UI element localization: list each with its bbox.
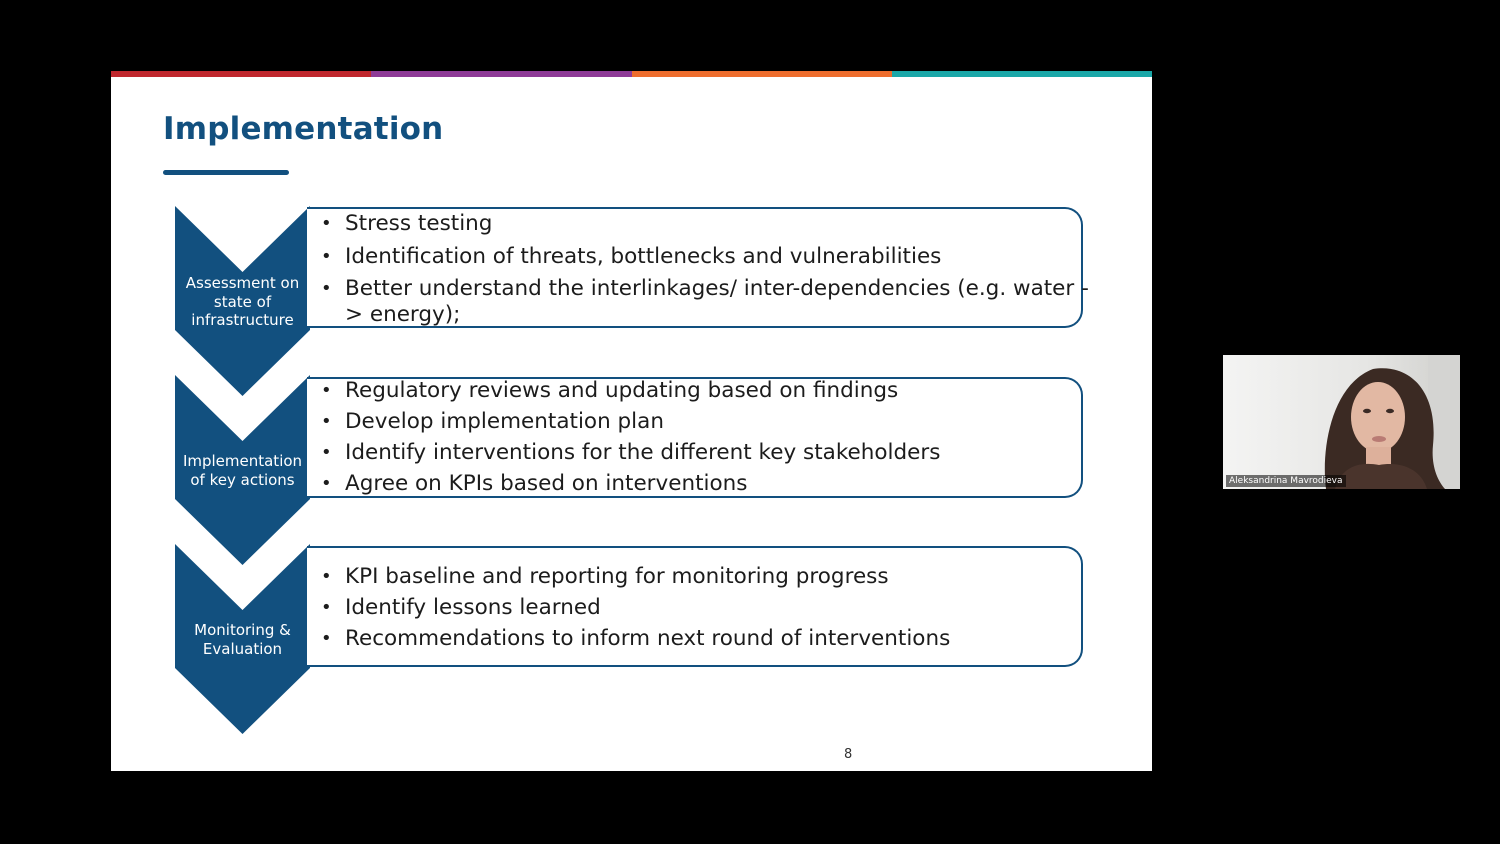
slide-title: Implementation	[163, 111, 444, 147]
phase-2-label	[175, 452, 310, 489]
accent-segment-red	[111, 71, 371, 77]
phase-1-bullets	[321, 208, 1101, 327]
bullet-item: • Identify interventions for the different key stakeholders	[321, 437, 1101, 468]
bullet-continuation: > energy);	[345, 302, 461, 327]
phase-label-line: Monitoring &	[194, 621, 291, 639]
bullet-item: • Better understand the interlinkages/ inter-dependencies (e.g. water -	[321, 274, 1101, 303]
accent-segment-purple	[371, 71, 631, 77]
slide-accent-bar	[111, 71, 1152, 77]
phase-1-label	[175, 274, 310, 330]
phase-3-bullets	[321, 561, 1101, 654]
phase-label-line: state of	[213, 292, 272, 311]
bullet-item: • Recommendations to inform next round of interventions	[321, 623, 1101, 654]
slide-page-number: 8	[844, 747, 853, 762]
title-underline	[163, 170, 289, 175]
phase-label-line: Implementation	[182, 452, 303, 470]
bullet-item: • KPI baseline and reporting for monitoring progress	[321, 561, 1101, 592]
accent-segment-teal	[892, 71, 1152, 77]
phase-label-line: infrastructure	[191, 311, 294, 329]
accent-segment-orange	[632, 71, 892, 77]
bullet-item: • Stress testing	[321, 208, 1101, 239]
phase-label-line: Assessment on	[185, 274, 300, 292]
bullet-item: • Identify lessons learned	[321, 592, 1101, 623]
bullet-item: • Identification of threats, bottlenecks and vulnerabilities	[321, 239, 1101, 274]
participant-video-tile[interactable]	[1223, 355, 1460, 489]
bullet-item: • Agree on KPIs based on interventions	[321, 468, 1101, 499]
presentation-slide	[111, 71, 1152, 771]
phase-3-label	[175, 621, 310, 658]
bullet-item: • Develop implementation plan	[321, 406, 1101, 437]
bullet-item: • Regulatory reviews and updating based on findings	[321, 375, 1101, 406]
phase-label-line: of key actions	[190, 470, 295, 489]
phase-label-line: Evaluation	[202, 639, 283, 658]
phase-2-bullets	[321, 375, 1101, 499]
participant-name-label: Aleksandrina Mavrodieva	[1226, 475, 1346, 487]
participant-video-icon	[1223, 355, 1460, 489]
